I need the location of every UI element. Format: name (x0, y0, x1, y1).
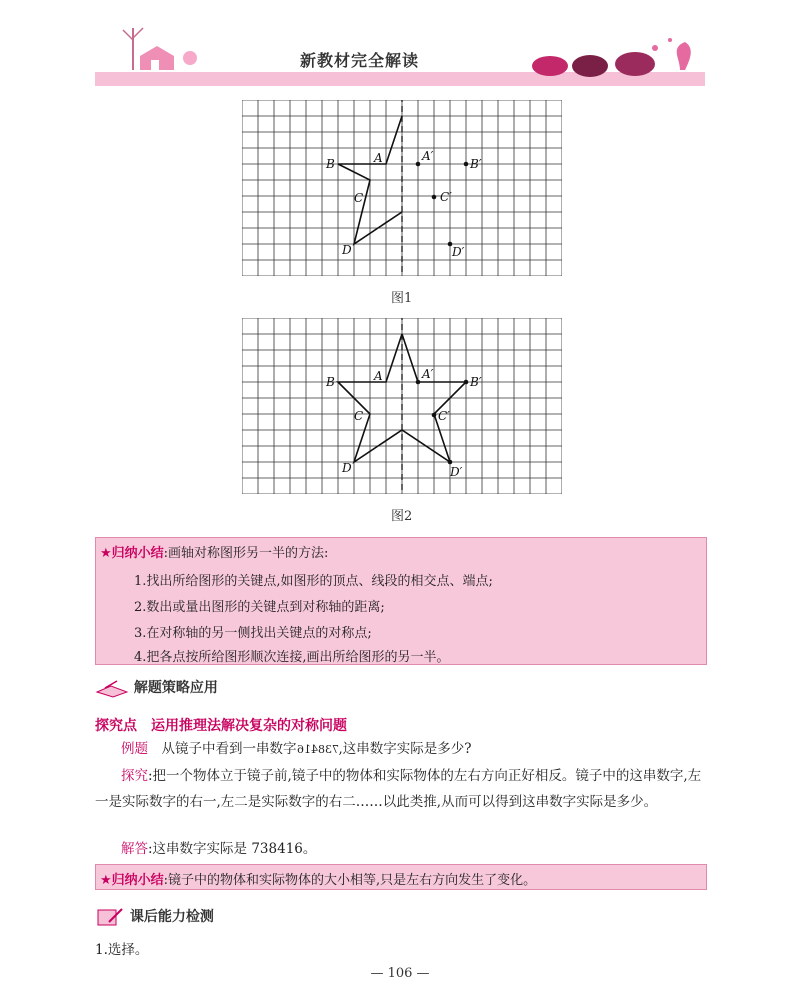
inquiry-text: :把一个物体立于镜子前,镜子中的物体和实际物体的左右方向正好相反。镜子中的这串数字,左一是实际数字的右一,左二是实际数字的右二……以此类推,从而可以得到这串数字实际是多少。 (95, 768, 702, 810)
point-label: D (342, 461, 352, 475)
after-class-title: 课后能力检测 (129, 909, 214, 925)
summary-1-item: 3.在对称轴的另一侧找出关键点的对称点; (134, 626, 372, 641)
example-text-after: ,这串数字实际是多少? (338, 741, 472, 757)
point-label: D′ (452, 245, 465, 259)
point-label: B′ (470, 157, 482, 171)
house-illustration (123, 28, 197, 70)
mirror-number: 738416 (296, 743, 339, 756)
point-label: A′ (422, 149, 434, 163)
inquiry-label: 探究 (121, 768, 148, 784)
point-label: C′ (438, 409, 450, 423)
summary-1-tag: ★归纳小结 (100, 546, 164, 561)
point-dot (416, 380, 421, 385)
inquiry-paragraph (95, 763, 707, 815)
point-label: C (354, 409, 364, 423)
example-text-before: 从镜子中看到一串数字 (161, 741, 297, 757)
page-header (95, 18, 705, 86)
summary-1-lead: :画轴对称图形另一半的方法: (163, 546, 329, 561)
point-label: C′ (440, 190, 452, 204)
point-label: A (374, 151, 383, 165)
figure-1-grid (242, 100, 562, 276)
point-dot (432, 195, 437, 200)
pencil-note-icon (95, 906, 125, 928)
figure-1 (242, 100, 562, 276)
summary-box-2 (95, 864, 707, 890)
after-class-heading (95, 906, 214, 928)
point-label: B (326, 157, 335, 171)
figure-2-grid (242, 318, 562, 494)
point-label: C (354, 191, 364, 205)
figure-1-caption: 图1 (391, 291, 413, 306)
answer-paragraph (95, 836, 707, 862)
point-dot (432, 413, 437, 418)
point-label: D (342, 243, 352, 257)
plant-illustration (532, 38, 691, 77)
point-dot (416, 162, 421, 167)
summary-1-item: 4.把各点按所给图形顺次连接,画出所给图形的另一半。 (134, 650, 450, 665)
point-label: B′ (470, 375, 482, 389)
strategy-heading (95, 677, 218, 698)
figure-2-caption: 图2 (391, 509, 413, 524)
example-paragraph (95, 736, 707, 763)
point-label: A (374, 369, 383, 383)
summary-2-tag: ★归纳小结 (100, 873, 164, 888)
point-label: D′ (450, 465, 463, 479)
answer-label: 解答 (121, 841, 148, 857)
figure-2 (242, 318, 562, 494)
question-1: 1.选择。 (95, 942, 149, 958)
point-dot (464, 162, 469, 167)
summary-box-1 (95, 537, 707, 665)
answer-text: :这串数字实际是 738416。 (148, 841, 317, 857)
explore-title: 探究点 运用推理法解决复杂的对称问题 (95, 718, 347, 734)
summary-1-item: 2.数出或量出图形的关键点到对称轴的距离; (134, 600, 385, 615)
summary-2-text: :镜子中的物体和实际物体的大小相等,只是左右方向发生了变化。 (163, 873, 537, 888)
summary-1-item: 1.找出所给图形的关键点,如图形的顶点、线段的相交点、端点; (134, 574, 493, 589)
book-icon (95, 678, 129, 698)
header-title: 新教材完全解读 (300, 51, 420, 70)
point-dot (464, 380, 469, 385)
point-label: A′ (422, 367, 434, 381)
point-dot (448, 460, 453, 465)
example-label: 例题 (121, 741, 148, 757)
page-number: — 106 — (370, 966, 430, 981)
point-label: B (326, 375, 335, 389)
strategy-title: 解题策略应用 (133, 680, 218, 696)
